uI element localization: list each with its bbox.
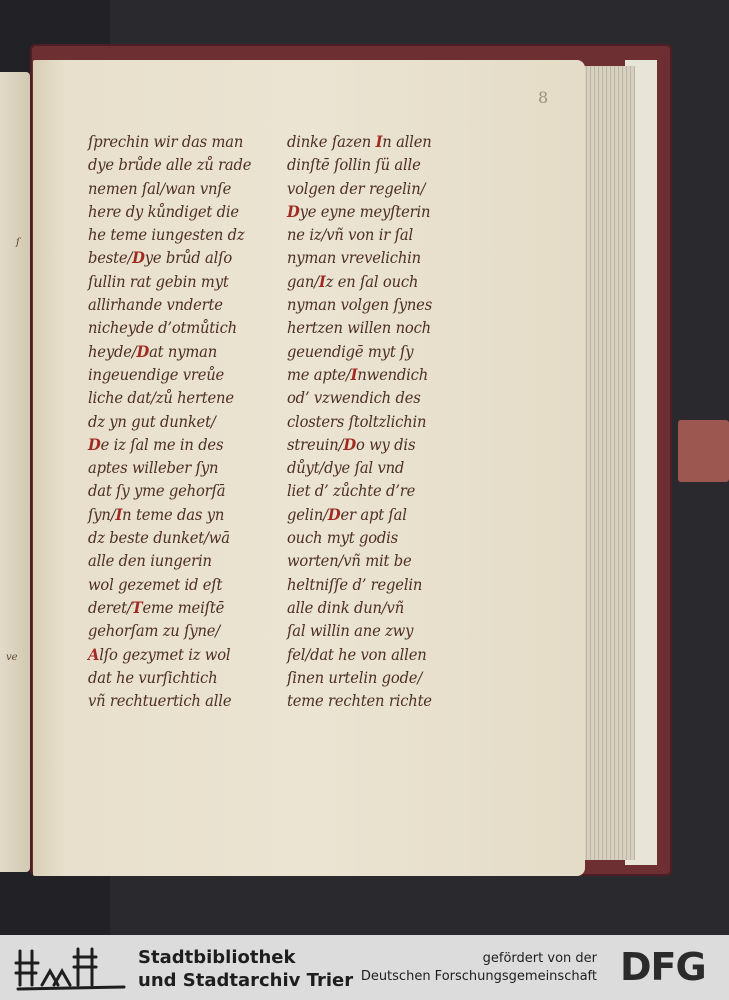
manuscript-line: [287, 526, 471, 549]
manuscript-line: [88, 246, 281, 269]
manuscript-line: [88, 153, 281, 176]
manuscript-text: he teme iungesten dz: [88, 225, 245, 245]
manuscript-text: nyman vrevelichin: [287, 248, 421, 268]
manuscript-line: [88, 573, 281, 596]
manuscript-line: [287, 573, 471, 596]
manuscript-line: [88, 643, 281, 666]
manuscript-text: worten/vñ mit be: [287, 551, 412, 571]
manuscript-text: heltniſſe d’ regelin: [287, 574, 423, 594]
funder-name: Deutschen Forschungsgemeinschaft: [360, 969, 597, 984]
rubricated-initial: D: [136, 341, 150, 361]
manuscript-text: důyt/dye ſal vnd: [287, 458, 405, 478]
manuscript-line: [287, 177, 471, 200]
manuscript-line: [287, 316, 471, 339]
manuscript-text: aptes willeber ſyn: [88, 458, 219, 478]
manuscript-text: dz beste dunket/wā: [88, 528, 230, 548]
manuscript-text: gehorſam zu ſyne/: [88, 621, 221, 641]
manuscript-line: [88, 340, 281, 363]
manuscript-text: at nyman: [149, 341, 218, 361]
manuscript-text: ſal willin ane zwy: [287, 621, 414, 641]
manuscript-text: ne iz/vñ von ir ſal: [287, 225, 413, 245]
manuscript-text: n teme das yn: [122, 504, 225, 524]
manuscript-text: wol gezemet id eſt: [88, 574, 223, 594]
trier-library-logo: [14, 943, 132, 993]
manuscript-text: od’ vzwendich des: [287, 388, 421, 408]
rubricated-initial: I: [115, 504, 123, 524]
funding-note: gefördert von der: [482, 951, 597, 966]
manuscript-text: dz yn gut dunket/: [88, 411, 216, 431]
rubricated-initial: D: [132, 248, 145, 268]
manuscript-line: [88, 456, 281, 479]
manuscript-text: beste/: [88, 248, 133, 268]
manuscript-text: dye brůde alle zů rade: [88, 155, 252, 175]
manuscript-line: [287, 479, 471, 502]
rubricated-initial: D: [343, 434, 356, 454]
manuscript-text: alle dink dun/vñ: [287, 597, 404, 617]
manuscript-line: [287, 503, 471, 526]
manuscript-line: [287, 246, 471, 269]
manuscript-text: deret/: [88, 597, 132, 617]
manuscript-text: ouch myt godis: [287, 528, 399, 548]
manuscript-text: heyde/: [88, 341, 137, 361]
rubricated-initial: T: [131, 597, 143, 617]
manuscript-line: [287, 410, 471, 433]
text-column-right: [287, 130, 471, 712]
manuscript-line: [287, 596, 471, 619]
manuscript-line: [88, 666, 281, 689]
manuscript-line: [287, 363, 471, 386]
margin-fragment: ſ: [16, 237, 20, 248]
manuscript-line: [287, 386, 471, 409]
manuscript-line: [287, 223, 471, 246]
rubricated-initial: D: [327, 504, 341, 524]
manuscript-text: geuendigē myt ſy: [287, 341, 414, 361]
text-column-left: [88, 130, 281, 712]
institution-name: Stadtbibliothek: [138, 947, 296, 968]
manuscript-text: dat he vurſichtich: [88, 667, 218, 687]
manuscript-text: ſyn/: [88, 504, 116, 524]
manuscript-text: nwendich: [357, 364, 429, 384]
manuscript-text: er apt ſal: [340, 504, 407, 524]
rubricated-initial: I: [318, 271, 326, 291]
manuscript-text: ye eyne meyſterin: [299, 201, 431, 221]
manuscript-text: liche dat/zů hertene: [88, 388, 234, 408]
manuscript-text: closters ſtoltzlichin: [287, 411, 427, 431]
manuscript-line: [88, 200, 281, 223]
manuscript-text: ſinen urtelin gode/: [287, 667, 423, 687]
manuscript-text: ſullin rat gebin myt: [88, 271, 229, 291]
manuscript-line: [88, 386, 281, 409]
institution-subtitle: und Stadtarchiv Trier: [138, 970, 354, 991]
manuscript-line: [88, 689, 281, 712]
manuscript-text: streuin/: [287, 434, 344, 454]
manuscript-line: [88, 177, 281, 200]
manuscript-line: [88, 526, 281, 549]
manuscript-text: liet d’ zůchte d’re: [287, 481, 416, 501]
manuscript-line: [287, 153, 471, 176]
manuscript-text: ingeuendige vreůe: [88, 364, 225, 384]
rubricated-initial: I: [350, 364, 358, 384]
manuscript-text: me apte/: [287, 364, 351, 384]
manuscript-text: vñ rechtuertich alle: [88, 691, 232, 711]
manuscript-line: [287, 549, 471, 572]
manuscript-text: fel/dat he von allen: [287, 644, 427, 664]
rubricated-initial: D: [287, 201, 300, 221]
manuscript-text: z en ſal ouch: [325, 271, 419, 291]
manuscript-line: [88, 270, 281, 293]
manuscript-text: teme rechten richte: [287, 691, 432, 711]
rubricated-initial: I: [375, 132, 383, 151]
manuscript-line: [287, 270, 471, 293]
manuscript-line: [88, 479, 281, 502]
manuscript-line: [88, 549, 281, 572]
manuscript-text: e iz ſal me in des: [100, 434, 224, 454]
manuscript-text: n allen: [382, 132, 432, 151]
manuscript-line: [287, 433, 471, 456]
manuscript-text: ye brůd alſo: [144, 248, 233, 268]
manuscript-text: dinſtē ſollin ſü alle: [287, 155, 421, 175]
manuscript-text: o wy dis: [355, 434, 416, 454]
manuscript-line: [88, 223, 281, 246]
manuscript-line: [88, 433, 281, 456]
cover-clasp: [678, 420, 729, 482]
manuscript-line: [287, 643, 471, 666]
folio-number: 8: [538, 88, 549, 107]
manuscript-text: eme meiſtē: [142, 597, 225, 617]
rubricated-initial: A: [88, 644, 100, 664]
manuscript-line: [287, 666, 471, 689]
manuscript-text: nicheyde d’otmůtich: [88, 318, 237, 338]
manuscript-line: [287, 340, 471, 363]
manuscript-text: nyman volgen ſynes: [287, 295, 433, 315]
rubricated-initial: D: [88, 434, 101, 454]
manuscript-text: allirhande vnderte: [88, 295, 223, 315]
manuscript-text: dat ſy yme gehorſā: [88, 481, 226, 501]
manuscript-line: [88, 293, 281, 316]
manuscript-text: hertzen willen noch: [287, 318, 431, 338]
manuscript-line: [287, 456, 471, 479]
manuscript-line: [287, 200, 471, 223]
manuscript-line: [88, 363, 281, 386]
manuscript-line: [88, 410, 281, 433]
manuscript-text: gelin/: [287, 504, 328, 524]
manuscript-line: [88, 316, 281, 339]
manuscript-line: [287, 689, 471, 712]
manuscript-text: dinke ſazen: [287, 132, 376, 151]
manuscript-text: ſprechin wir das man: [88, 132, 244, 151]
manuscript-text: here dy kůndiget die: [88, 201, 239, 221]
manuscript-line: [88, 596, 281, 619]
manuscript-line: [88, 619, 281, 642]
manuscript-text: alle den iungerin: [88, 551, 212, 571]
manuscript-line: [88, 130, 281, 153]
footer-bar: [0, 935, 729, 1000]
manuscript-text: nemen ſal/wan vnſe: [88, 178, 232, 198]
left-page-edge: [0, 72, 30, 872]
manuscript-text: volgen der regelin/: [287, 178, 426, 198]
manuscript-line: [287, 130, 471, 153]
margin-fragment: ve: [6, 652, 18, 663]
manuscript-text: lſo gezymet iz wol: [99, 644, 231, 664]
manuscript-line: [88, 503, 281, 526]
manuscript-text: gan/: [287, 271, 319, 291]
dfg-logo: DFG: [620, 945, 706, 989]
manuscript-line: [287, 619, 471, 642]
manuscript-line: [287, 293, 471, 316]
